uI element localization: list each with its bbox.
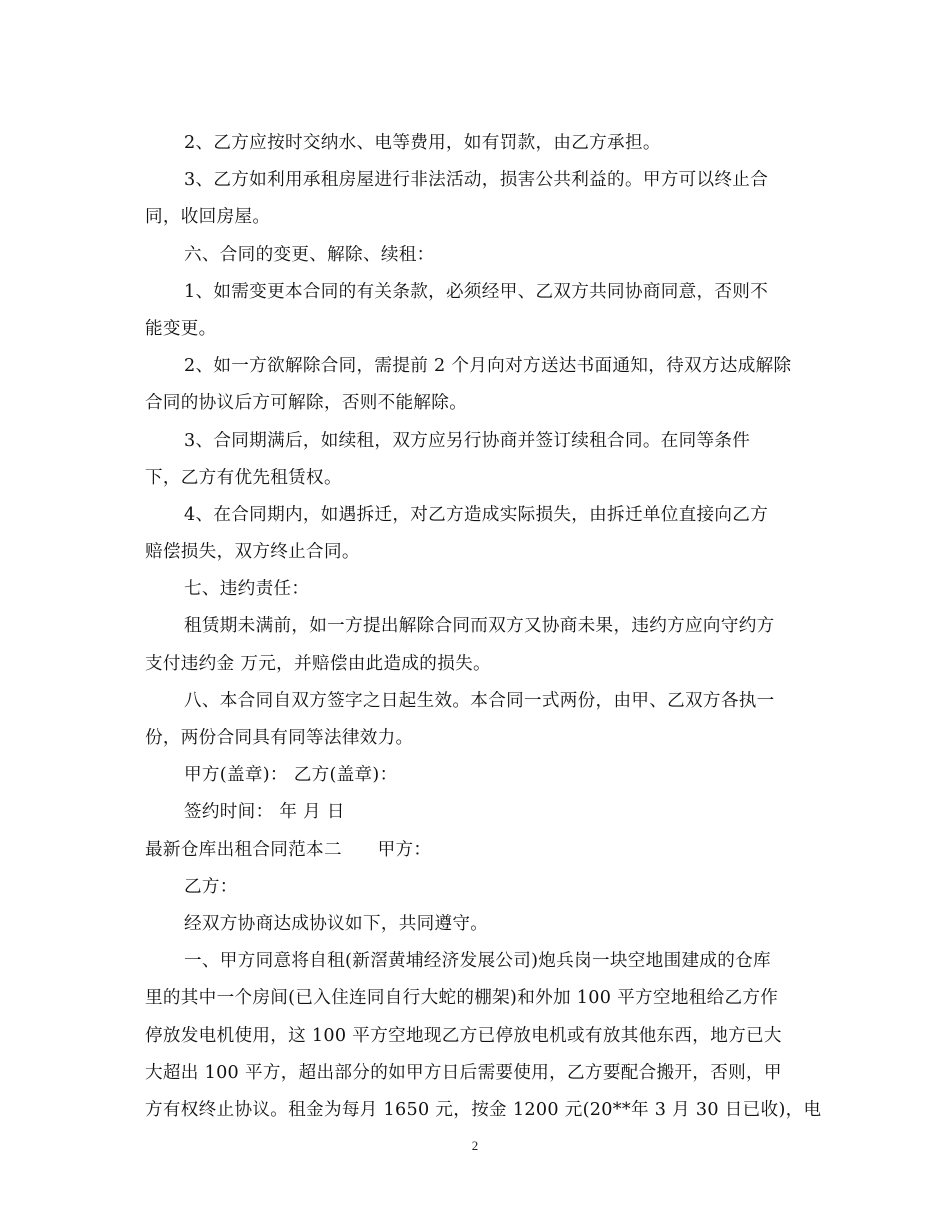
text-line: 大超出 100 平方，超出部分的如甲方日后需要使用，乙方要配合搬开，否则，甲 <box>145 1062 782 1083</box>
text-line: 2、乙方应按时交纳水、电等费用，如有罚款，由乙方承担。 <box>184 133 661 153</box>
section-heading: 七、违约责任： <box>184 579 310 600</box>
text-line: 方有权终止协议。租金为每月 1650 元，按金 1200 元(20**年 3 月 30 日已收)，电 <box>145 1099 822 1120</box>
text-line: 份，两份合同具有同等法律效力。 <box>145 728 414 748</box>
text-line: 下，乙方有优先租赁权。 <box>145 467 342 488</box>
text-line: 经双方协商达成协议如下，共同遵守。 <box>184 913 489 934</box>
text-line: 4、在合同期内，如遇拆迁，对乙方造成实际损失，由拆迁单位直接向乙方 <box>184 504 769 525</box>
text-line: 停放发电机使用，这 100 平方空地现乙方已停放电机或有放其他东西，地方已大 <box>145 1025 782 1046</box>
text-line: 支付违约金 万元，并赔偿由此造成的损失。 <box>145 653 491 674</box>
text-line: 合同的协议后方可解除，否则不能解除。 <box>145 393 468 414</box>
text-line: 同，收回房屋。 <box>145 207 271 228</box>
text-line: 3、乙方如利用承租房屋进行非法活动，损害公共利益的。甲方可以终止合 <box>184 170 769 191</box>
signature-line: 甲方(盖章)： 乙方(盖章)： <box>184 765 398 786</box>
text-line: 1、如需变更本合同的有关条款，必须经甲、乙双方共同协商同意，否则不 <box>184 281 769 302</box>
text-line: 里的其中一个房间(已入住连同自行大蛇的棚架)和外加 100 平方空地租给乙方作 <box>145 988 779 1009</box>
page-number: 2 <box>471 1138 479 1153</box>
document-body <box>145 125 822 1129</box>
text-line: 八、本合同自双方签字之日起生效。本合同一式两份，由甲、乙双方各执一 <box>184 690 775 711</box>
signing-date-line: 签约时间： 年 月 日 <box>184 802 345 823</box>
party-b-line: 乙方： <box>184 876 238 897</box>
section-heading: 六、合同的变更、解除、续租： <box>184 244 435 265</box>
text-line: 能变更。 <box>145 318 217 339</box>
contract-title-line: 最新仓库出租合同范本二 甲方： <box>145 839 432 860</box>
text-line: 赔偿损失，双方终止合同。 <box>145 542 360 563</box>
text-line: 3、合同期满后，如续租，双方应另行协商并签订续租合同。在同等条件 <box>184 430 751 451</box>
text-line: 一、甲方同意将自租(新滘黄埔经济发展公司)炮兵岗一块空地围建成的仓库 <box>184 951 771 972</box>
text-line: 2、如一方欲解除合同，需提前 2 个月向对方送达书面通知，待双方达成解除 <box>184 356 792 377</box>
text-line: 租赁期未满前，如一方提出解除合同而双方又协商未果，违约方应向守约方 <box>184 616 775 637</box>
